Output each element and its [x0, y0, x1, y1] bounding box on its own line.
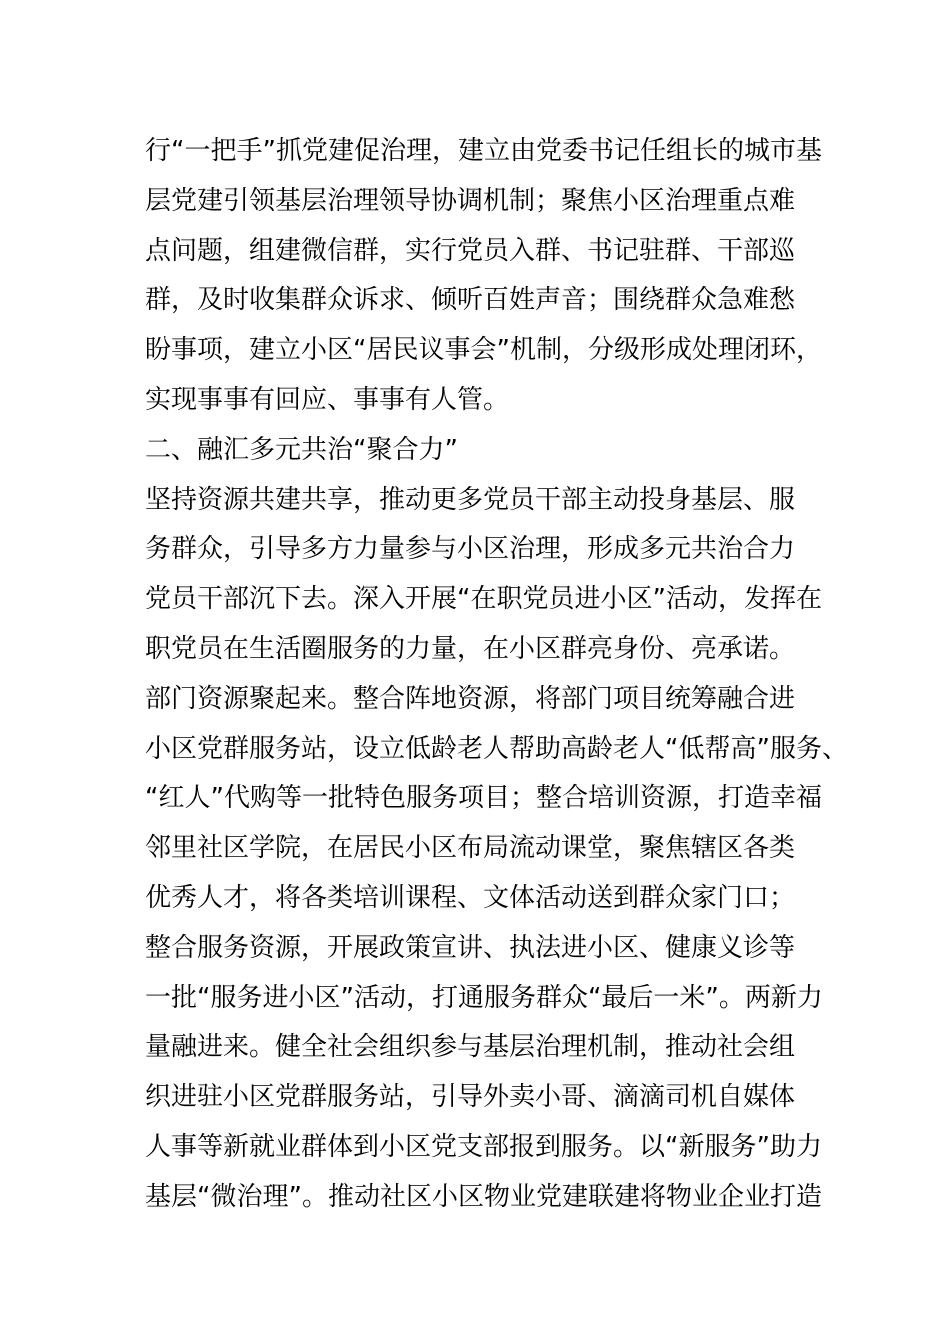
text-line: 一批“服务进小区”活动，打通服务群众“最后一米”。两新力	[145, 982, 823, 1013]
text-line: 盼事项，建立小区“居民议事会”机制，分级形成处理闭环，	[145, 335, 822, 366]
body-text	[145, 127, 848, 1223]
text-line: 务群众，引导多方力量参与小区治理，形成多元共治合力	[145, 534, 796, 565]
text-line: 量融进来。健全社会组织参与基层治理机制，推动社会组	[145, 1032, 796, 1063]
text-line: 基层“微治理”。推动社区小区物业党建联建将物业企业打造	[145, 1181, 822, 1212]
text-line: 小区党群服务站，设立低龄老人帮助高龄老人“低帮高”服务、	[145, 733, 848, 764]
text-line: 点问题，组建微信群，实行党员入群、书记驻群、干部巡	[145, 235, 796, 266]
text-line: 党员干部沉下去。深入开展“在职党员进小区”活动，发挥在	[145, 584, 822, 615]
text-line: 邻里社区学院，在居民小区布局流动课堂，聚焦辖区各类	[145, 833, 796, 864]
text-line: 群，及时收集群众诉求、倾听百姓声音；围绕群众急难愁	[145, 285, 796, 316]
text-line: 部门资源聚起来。整合阵地资源，将部门项目统筹融合进	[145, 683, 796, 714]
text-line: 人事等新就业群体到小区党支部报到服务。以“新服务”助力	[145, 1131, 822, 1162]
text-line: 实现事事有回应、事事有人管。	[145, 384, 510, 415]
text-line: 职党员在生活圈服务的力量，在小区群亮身份、亮承诺。	[145, 633, 796, 664]
text-line: 优秀人才，将各类培训课程、文体活动送到群众家门口；	[145, 882, 796, 913]
text-line: 整合服务资源，开展政策宣讲、执法进小区、健康义诊等	[145, 932, 796, 963]
text-line: 坚持资源共建共享，推动更多党员干部主动投身基层、服	[145, 484, 796, 515]
section-heading: 二、融汇多元共治“聚合力”	[145, 434, 458, 465]
text-line: 织进驻小区党群服务站，引导外卖小哥、滴滴司机自媒体	[145, 1082, 796, 1113]
text-line: 行“一把手”抓党建促治理，建立由党委书记任组长的城市基	[145, 136, 822, 166]
text-line: “红人”代购等一批特色服务项目；整合培训资源，打造幸福	[145, 783, 822, 814]
text-line: 层党建引领基层治理领导协调机制；聚焦小区治理重点难	[145, 185, 796, 216]
